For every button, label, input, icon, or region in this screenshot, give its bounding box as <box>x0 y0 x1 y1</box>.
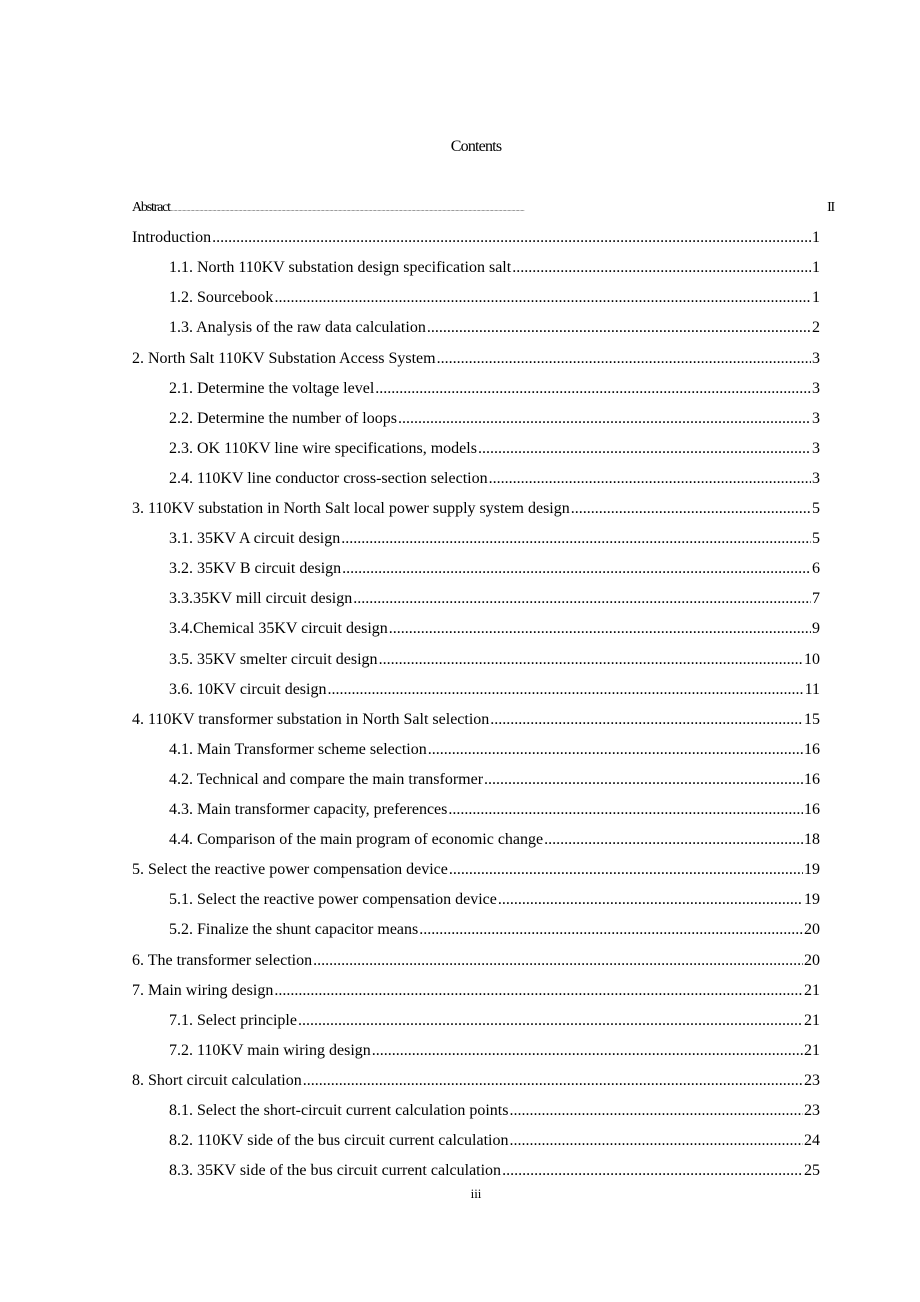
toc-entry-page: 5 <box>812 500 820 517</box>
toc-entry-label: 2. North Salt 110KV Substation Access System <box>132 350 436 367</box>
toc-entry-label: 2.4. 110KV line conductor cross-section selection <box>169 470 488 487</box>
toc-dot-leader <box>389 618 811 640</box>
toc-entry[interactable] <box>132 980 820 1002</box>
toc-entry-page: II <box>827 200 834 215</box>
toc-entry-label: 4.1. Main Transformer scheme selection <box>169 741 427 758</box>
toc-entry-page: 16 <box>804 771 820 788</box>
toc-entry-page: 9 <box>812 620 820 637</box>
toc-dot-leader <box>419 919 803 941</box>
toc-entry-page: 3 <box>812 470 820 487</box>
toc-entry[interactable] <box>169 618 820 640</box>
toc-entry[interactable] <box>169 919 820 941</box>
toc-entry[interactable] <box>169 257 820 279</box>
toc-entry-page: 19 <box>804 861 820 878</box>
toc-entry-label: 1.3. Analysis of the raw data calculation <box>169 319 426 336</box>
toc-entry-page: 19 <box>804 891 820 908</box>
toc-dot-leader <box>342 558 811 580</box>
toc-entry-page: 7 <box>812 590 820 607</box>
toc-entry-label: Abstract <box>132 200 170 215</box>
toc-entry-page: 10 <box>804 651 820 668</box>
toc-entry-label: 3.6. 10KV circuit design <box>169 681 327 698</box>
toc-entry-label: 8.3. 35KV side of the bus circuit current calculation <box>169 1162 502 1179</box>
toc-dot-leader <box>313 950 803 972</box>
toc-entry-label: 3.4.Chemical 35KV circuit design <box>169 620 388 637</box>
toc-entry-page: 3 <box>812 440 820 457</box>
toc-dot-leader <box>509 1100 803 1122</box>
toc-dot-leader <box>502 1160 803 1182</box>
toc-entry-label: 3.3.35KV mill circuit design <box>169 590 353 607</box>
toc-entry-label: 5. Select the reactive power compensation device <box>132 861 448 878</box>
toc-entry[interactable] <box>169 438 820 460</box>
toc-entry-page: 16 <box>804 741 820 758</box>
toc-entry[interactable] <box>132 859 820 881</box>
toc-entry[interactable] <box>169 1040 820 1062</box>
toc-dot-leader <box>353 588 811 610</box>
toc-entry-label: 7.1. Select principle <box>169 1012 297 1029</box>
toc-entry-label: 4. 110KV transformer substation in North Salt selection <box>132 711 490 728</box>
toc-entry[interactable] <box>169 1160 820 1182</box>
toc-entry-label: 4.3. Main transformer capacity, preferences <box>169 801 448 818</box>
toc-entry[interactable] <box>132 227 820 249</box>
toc-dot-leader <box>490 709 803 731</box>
toc-entry-label: 5.2. Finalize the shunt capacitor means <box>169 921 419 938</box>
toc-dot-leader <box>478 438 811 460</box>
toc-entry[interactable] <box>169 739 820 761</box>
toc-dot-leader <box>544 829 803 851</box>
toc-entry[interactable] <box>169 889 820 911</box>
toc-entry[interactable] <box>169 1010 820 1032</box>
toc-entry-page: 25 <box>804 1162 820 1179</box>
toc-entry-label: 3. 110KV substation in North Salt local power supply system design <box>132 500 570 517</box>
toc-entry[interactable] <box>132 1070 820 1092</box>
toc-entry[interactable] <box>169 528 820 550</box>
toc-entry-label: 8. Short circuit calculation <box>132 1072 302 1089</box>
toc-dot-leader <box>372 1040 803 1062</box>
toc-entry-page: 1 <box>812 229 820 246</box>
toc-entry[interactable] <box>132 498 820 520</box>
toc-entry[interactable] <box>169 649 820 671</box>
toc-entry-label: 1.1. North 110KV substation design specification salt <box>169 259 512 276</box>
toc-entry-page: 20 <box>804 921 820 938</box>
toc-entry-page: 1 <box>812 259 820 276</box>
toc-entry-label: Introduction <box>132 229 212 246</box>
toc-entry-page: 2 <box>812 319 820 336</box>
toc-entry-label: 2.2. Determine the number of loops <box>169 410 397 427</box>
toc-entry[interactable] <box>169 287 820 309</box>
toc-dot-leader <box>509 1130 803 1152</box>
toc-dot-leader <box>379 649 803 671</box>
toc-dot-leader <box>274 980 803 1002</box>
toc-entry-page: 20 <box>804 952 820 969</box>
toc-entry[interactable] <box>169 769 820 791</box>
toc-dot-leader <box>327 679 803 701</box>
page-number: iii <box>470 1186 482 1201</box>
toc-entry-page: 3 <box>812 410 820 427</box>
toc-entry[interactable] <box>132 197 834 219</box>
toc-entry-page: 21 <box>804 1012 820 1029</box>
toc-entry[interactable] <box>169 468 820 490</box>
toc-entry-label: 7. Main wiring design <box>132 982 274 999</box>
toc-entry[interactable] <box>169 378 820 400</box>
toc-entry[interactable] <box>169 1100 820 1122</box>
toc-entry-label: 8.1. Select the short-circuit current calculation points <box>169 1102 509 1119</box>
toc-entry-label: 5.1. Select the reactive power compensation device <box>169 891 497 908</box>
toc-entry[interactable] <box>169 1130 820 1152</box>
toc-dot-leader <box>375 378 811 400</box>
toc-entry-label: 1.2. Sourcebook <box>169 289 274 306</box>
toc-entry-page: 5 <box>812 530 820 547</box>
toc-entry-label: 3.1. 35KV A circuit design <box>169 530 341 547</box>
toc-dot-leader <box>484 769 803 791</box>
toc-entry-page: 1 <box>812 289 820 306</box>
toc-dot-leader <box>449 859 803 881</box>
toc-entry[interactable] <box>169 679 820 701</box>
toc-entry-page: 16 <box>804 801 820 818</box>
toc-entry-label: 2.3. OK 110KV line wire specifications, models <box>169 440 477 457</box>
toc-entry[interactable] <box>169 408 820 430</box>
toc-entry-page: 21 <box>804 982 820 999</box>
toc-dot-leader <box>171 199 826 221</box>
toc-entry[interactable] <box>132 709 820 731</box>
toc-entry-label: 3.2. 35KV B circuit design <box>169 560 342 577</box>
toc-dot-leader <box>341 528 811 550</box>
toc-entry-label: 4.4. Comparison of the main program of economic change <box>169 831 544 848</box>
toc-entry-page: 23 <box>804 1072 820 1089</box>
toc-dot-leader <box>274 287 811 309</box>
toc-entry[interactable] <box>169 317 820 339</box>
toc-entry-page: 24 <box>804 1132 820 1149</box>
toc-dot-leader <box>428 739 803 761</box>
toc-entry[interactable] <box>169 558 820 580</box>
toc-dot-leader <box>398 408 811 430</box>
toc-dot-leader <box>298 1010 803 1032</box>
page-title: Contents <box>450 138 502 155</box>
toc-entry-page: 15 <box>804 711 820 728</box>
toc-dot-leader <box>571 498 811 520</box>
toc-dot-leader <box>512 257 811 279</box>
toc-entry-page: 23 <box>804 1102 820 1119</box>
toc-entry-page: 3 <box>812 380 820 397</box>
toc-entry-label: 3.5. 35KV smelter circuit design <box>169 651 378 668</box>
toc-dot-leader <box>498 889 803 911</box>
toc-dot-leader <box>437 348 811 370</box>
toc-dot-leader <box>448 799 803 821</box>
toc-entry-page: 6 <box>812 560 820 577</box>
toc-entry-page: 11 <box>804 681 820 698</box>
toc-entry-page: 3 <box>812 350 820 367</box>
toc-entry[interactable] <box>169 588 820 610</box>
toc-entry-page: 18 <box>804 831 820 848</box>
toc-dot-leader <box>489 468 811 490</box>
toc-dot-leader <box>212 227 811 249</box>
toc-entry-label: 4.2. Technical and compare the main transformer <box>169 771 484 788</box>
toc-entry[interactable] <box>169 829 820 851</box>
toc-dot-leader <box>303 1070 803 1092</box>
toc-entry-label: 6. The transformer selection <box>132 952 313 969</box>
toc-entry-label: 2.1. Determine the voltage level <box>169 380 375 397</box>
toc-entry[interactable] <box>132 348 820 370</box>
toc-entry-label: 8.2. 110KV side of the bus circuit current calculation <box>169 1132 509 1149</box>
toc-entry[interactable] <box>132 950 820 972</box>
toc-entry[interactable] <box>169 799 820 821</box>
toc-entry-page: 21 <box>804 1042 820 1059</box>
toc-dot-leader <box>427 317 811 339</box>
toc-entry-label: 7.2. 110KV main wiring design <box>169 1042 371 1059</box>
